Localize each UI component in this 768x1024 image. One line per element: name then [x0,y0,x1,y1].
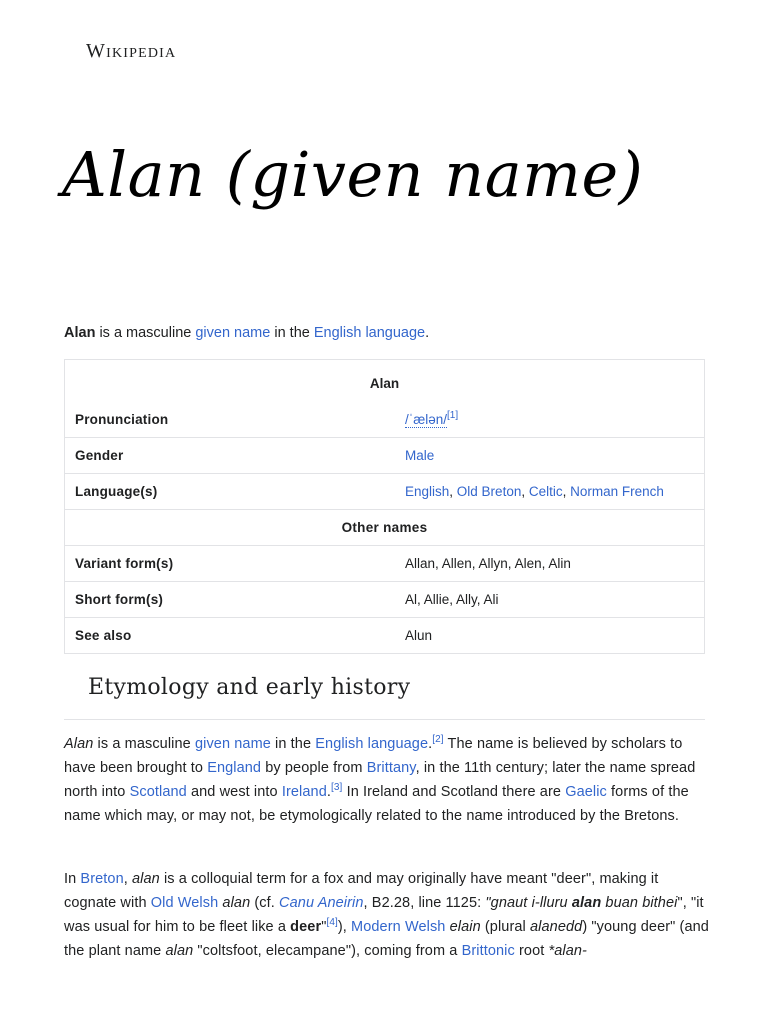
text: root [514,943,549,959]
text: in the [270,736,316,752]
page-title: Alan (given name) [62,138,644,211]
text: . [326,784,332,800]
bold-italic-text: alan [571,895,602,911]
italic-text: alanedd [530,919,583,935]
infobox-label-short-forms: Short form(s) [65,582,386,618]
separator: , [449,484,457,499]
text: ), [337,919,352,935]
italic-text: "gnaut i-lluru [485,895,572,911]
gender-male-link[interactable]: Male [405,448,435,463]
reference-2-link[interactable]: [2] [432,734,444,745]
text: forms of the name which may, or may not, be etymologically related to the name introduced by the Bretons. [64,784,689,824]
text: , B2.28, line 1125: [363,895,486,911]
section-divider [64,719,705,720]
text: (plural [480,919,530,935]
text: The name is believed by scholars to have been brought to [64,736,683,776]
infobox-caption: Alan [369,375,400,391]
separator: , [521,484,529,499]
paragraph-etymology-1 [64,732,709,828]
text: In Ireland and Scotland there are [342,784,566,800]
language-old-breton-link[interactable]: Old Breton [456,484,522,499]
italic-text: elain [449,919,481,935]
italic-link-text: Canu Aneirin [279,895,364,911]
text: ", "it was usual for him to be fleet like a [64,895,704,935]
link-english-language[interactable]: English language [313,325,426,341]
infobox-label-gender: Gender [65,438,386,474]
link-modern-welsh[interactable]: Modern Welsh [351,919,446,935]
lead-text: is a masculine [95,325,196,341]
section-heading-etymology: Etymology and early history [88,675,411,700]
text: In [64,871,81,887]
reference-3-link[interactable]: [3] [331,782,343,793]
lead-sentence [64,323,704,343]
link-brittonic[interactable]: Brittonic [461,943,515,959]
infobox-value-pronunciation [385,402,705,438]
link-brittany[interactable]: Brittany [366,760,416,776]
link-breton[interactable]: Breton [80,871,124,887]
lead-bold-name: Alan [64,325,96,341]
ipa-pronunciation-link[interactable]: /ˈælən/ [405,412,448,427]
italic-text: buan bithei [601,895,678,911]
bold-text: deer [290,919,322,935]
text: and west into [186,784,282,800]
link-ireland[interactable]: Ireland [281,784,327,800]
link-old-welsh[interactable]: Old Welsh [150,895,219,911]
infobox-value-variant-forms: Allan, Allen, Allyn, Alen, Alin [385,546,705,582]
link-canu-aneirin[interactable] [279,895,364,911]
infobox-label-languages: Language(s) [65,474,386,510]
italic-text: alan [132,871,160,887]
link-given-name[interactable]: given name [194,736,271,752]
text: "coltsfoot, elecampane"), coming from a [193,943,462,959]
italic-text: *alan- [548,943,587,959]
link-england[interactable]: England [207,760,262,776]
link-gaelic[interactable]: Gaelic [565,784,607,800]
text: is a colloquial term for a fox and may originally have meant "deer", making it cognate with [64,871,659,911]
text: " [321,919,327,935]
text: , in the 11th century; later the name spread north into [64,760,696,800]
infobox-section-other-names: Other names [65,510,705,546]
separator: , [562,484,571,499]
language-english-link[interactable]: English [405,484,450,499]
link-english-language[interactable]: English language [315,736,429,752]
link-given-name[interactable]: given name [195,325,271,341]
paragraph-etymology-2 [64,867,709,963]
italic-text: alan [165,943,194,959]
language-norman-french-link[interactable]: Norman French [570,484,664,499]
infobox-value-short-forms: Al, Allie, Ally, Ali [385,582,705,618]
infobox-label-see-also: See also [65,618,386,654]
lead-text: . [425,325,430,341]
text: by people from [261,760,367,776]
infobox-label-variant-forms: Variant form(s) [65,546,386,582]
infobox-value-see-also: Alun [385,618,705,654]
text: , [123,871,133,887]
italic-text: Alan [64,736,94,752]
infobox-value-languages [385,474,705,510]
reference-1-link[interactable]: [1] [447,410,459,421]
reference-4-link[interactable]: [4] [326,917,338,928]
link-scotland[interactable]: Scotland [129,784,187,800]
wikipedia-logo[interactable]: Wikipedia [86,40,177,62]
lead-text: in the [270,325,314,341]
text: . [428,736,433,752]
infobox [64,359,705,654]
language-celtic-link[interactable]: Celtic [528,484,563,499]
text: ) "young deer" (and the plant name [64,919,709,959]
italic-text: alan [222,895,251,911]
infobox-label-pronunciation: Pronunciation [75,412,169,427]
text: (cf. [250,895,280,911]
text: is a masculine [93,736,195,752]
